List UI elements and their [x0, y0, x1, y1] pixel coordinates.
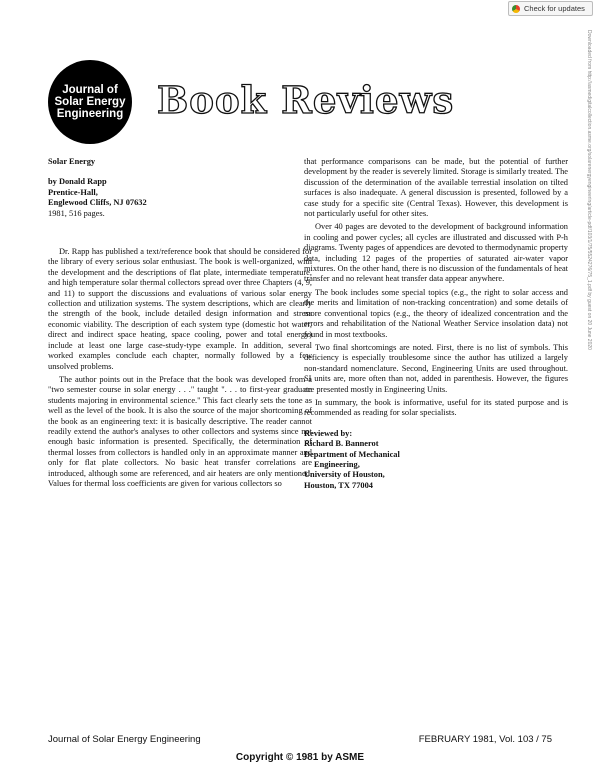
book-year-pages: 1981, 516 pages. [48, 208, 105, 218]
reviewer-dept: Department of Mechanical [304, 449, 400, 459]
check-for-updates-badge[interactable] [508, 1, 593, 16]
book-publisher: Prentice-Hall, [48, 187, 98, 197]
logo-line: Solar Energy [54, 96, 126, 108]
section-title: Book Reviews [157, 78, 455, 122]
right-column [304, 157, 568, 491]
review-paragraph: Dr. Rapp has published a text/reference book that should be considered for the library of every serious solar enthusiast. The book is well-organized, with the development and the descriptions of flat plate, intermediate temperature, and high temperature solar thermal collectors spread over three Chapters (4, 9, and 11) to support the discussions and evaluations of various solar energy collection and utilization systems. The system descriptions, which are clearly the strength of the book, include detailed design information and stress economic viability. The description of each system type (domestic hot water, direct and indirect space heating, space cooling, power and total energy) include at least one large case-study-type example. In addition, several worked examples conclude each chapter, normally followed by a few unsolved problems. [48, 247, 312, 371]
reviewer-label: Reviewed by: [304, 428, 353, 438]
badge-label: Check for updates [524, 4, 585, 13]
reviewer-univ: University of Houston, [304, 470, 385, 480]
review-paragraph: The book includes some special topics (e.g., the right to solar access and the merits and limitation of non-tracking concentration) and some details of more conventional topics (e.g., the theory of idealized concentration and the errors and rehabilitation of the National Weather Service insolation data) not found in most textbooks. [304, 287, 568, 339]
review-paragraph: that performance comparisons can be made, but the potential of further development by the reader is severely limited. Storage is similarly treated. The discussion of the determination of the available terrestial insolation on tilted surfaces is also inadequate. A general discussion is presented, followed by a case study for a specific site (Central Texas). However, this development is not particularly useful for other sites. [304, 157, 568, 219]
review-paragraph: Over 40 pages are devoted to the development of background information in cooling and power cycles; all cycles are illustrated and discussed with P-h diagrams. Twenty pages of appendices are devoted to thermodynamic property data, including 12 pages of the properties of saturated air-water vapor mixtures. On the other hand, there is no discussion of the fundamentals of heat transfer and no relevant heat transfer data appear anywhere. [304, 222, 568, 284]
page-footer [48, 734, 552, 745]
book-place: Englewood Cliffs, NJ 07632 [48, 198, 147, 208]
review-paragraph: In summary, the book is informative, useful for its stated purpose and is recommended as reading for solar specialists. [304, 397, 568, 418]
book-author: by Donald Rapp [48, 177, 107, 187]
left-column [48, 157, 312, 489]
footer-journal: Journal of Solar Energy Engineering [48, 734, 201, 745]
reviewer-dept-cont: Engineering, [314, 459, 360, 469]
download-notice: Downloaded from http://asmedigitalcollection.asme.org/solarenergyengineering/article-pdf/103/1/75/5524276/75_1.pdf by guest on 20 June 2020 [586, 30, 592, 350]
logo-line: Journal of [62, 84, 118, 96]
reviewer-name: Richard B. Bannerot [304, 439, 379, 449]
footer-issue: FEBRUARY 1981, Vol. 103 / 75 [418, 734, 552, 745]
reviewer-block [304, 429, 568, 491]
book-title: Solar Energy [48, 157, 96, 166]
reviewer-city: Houston, TX 77004 [304, 480, 373, 490]
review-paragraph: Two final shortcomings are noted. First, there is no list of symbols. This deficiency is especially troublesome since the author has utilized a largely non-standard nomenclature. Second, Engineering Units are used throughout. SI units are, more often than not, added in parenthesis. However, the figures are presented mostly in Engineering Units. [304, 342, 568, 394]
crossmark-icon [512, 5, 520, 13]
copyright: Copyright © 1981 by ASME [235, 752, 365, 763]
journal-logo [48, 60, 132, 144]
logo-line: Engineering [56, 108, 124, 120]
review-paragraph: The author points out in the Preface that the book was developed from a "two semester course in solar energy . . ." taught ". . . to first-year graduate students majoring in environmental science." This fact clearly sets the tone as well as the level of the book. It is also the source of the major shortcoming of the book as an engineering text: it is basically descriptive. The reader cannot readily extend the author's analyses to other collectors and systems since not enough basic information is presented. Specifically, the determination of thermal losses from collectors is handled only in an approximate manner and only for flat plate collectors. No basic heat transfer correlations are introduced, although some are referenced, and air heaters are only mentioned. Values for thermal loss coefficients are given for various collectors so [48, 374, 312, 488]
